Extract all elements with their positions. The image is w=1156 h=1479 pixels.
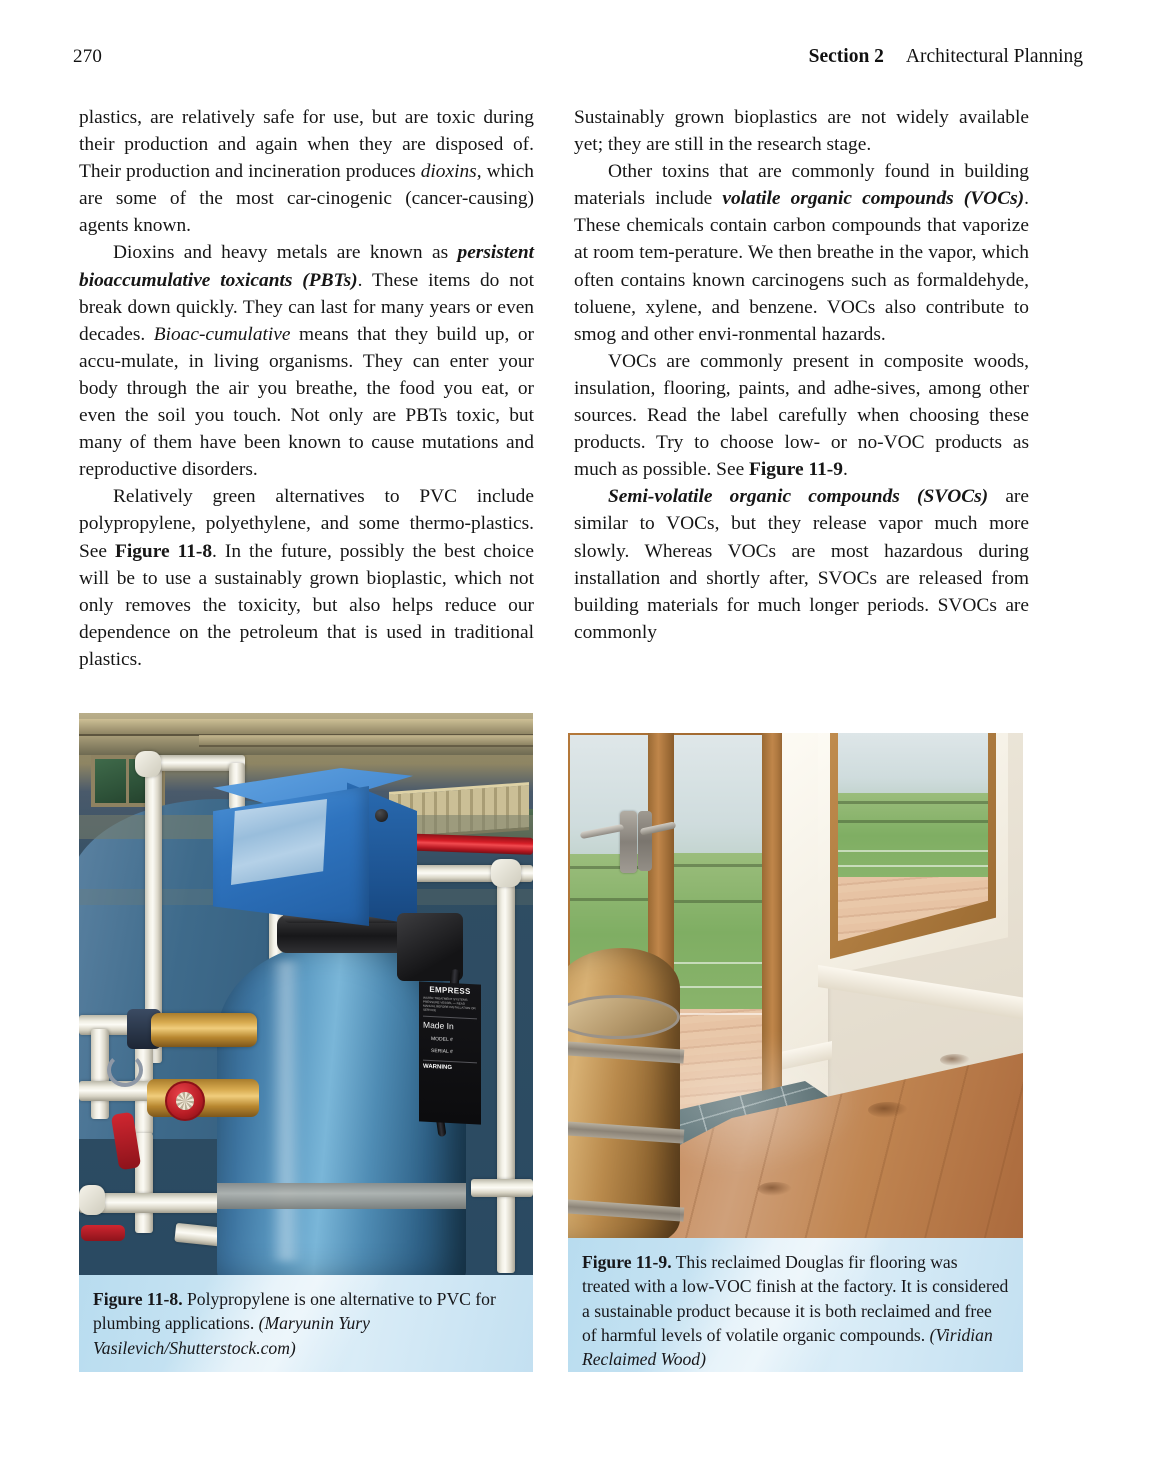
equipment-label-model-field: MODEL # bbox=[431, 1036, 453, 1044]
ceiling-joist bbox=[79, 719, 533, 736]
figure-11-9 bbox=[568, 733, 1023, 1372]
wine-barrel bbox=[568, 948, 680, 1238]
equipment-label-fine-print: WATER TREATMENT SYSTEMS PRESSURE VESSEL — READ MANUAL BEFORE INSTALLATION OR SERVICE bbox=[423, 995, 476, 1013]
deck-railing bbox=[672, 986, 764, 988]
figure-11-8-photo bbox=[79, 713, 533, 1275]
wood-knot bbox=[758, 1182, 792, 1196]
figure-11-9-label: Figure 11-9. bbox=[582, 1252, 672, 1272]
paragraph: Other toxins that are commonly found in building materials include volatile organic compounds (VOCs). These chemicals contain carbon compounds that vaporize at room tem-perature. We then breathe in the vapor, which often contains known carcinogens such as formaldehyde, toluene, xylene, and benzene. VOCs also contribute to smog and other envi-ronmental hazards. bbox=[574, 161, 1029, 345]
running-head bbox=[73, 46, 1083, 74]
deck-railing bbox=[838, 850, 988, 852]
pvc-elbow bbox=[491, 859, 521, 887]
running-head-right bbox=[809, 46, 1083, 68]
figure-11-9-photo bbox=[568, 733, 1023, 1238]
paragraph: Relatively green alternatives to PVC include polypropylene, polyethylene, and some thermo-plastics. See Figure 11-8. In the future, possibly the best choice will be to use a sustainably grown bioplastic, which not only removes the toxicity, but also helps reduce our dependence on the petroleum that is used in traditional plastics. bbox=[79, 486, 534, 670]
equipment-label-brand: EMPRESS bbox=[429, 984, 471, 997]
equipment-label bbox=[419, 981, 481, 1124]
wood-knot bbox=[940, 1054, 970, 1066]
control-valve-knob bbox=[375, 809, 388, 822]
pvc-pipe-vertical bbox=[91, 1029, 109, 1119]
red-ball-valve-handle bbox=[81, 1225, 125, 1241]
vineyard-row bbox=[570, 898, 648, 901]
figure-11-8-caption bbox=[79, 1275, 533, 1372]
deck-railing bbox=[672, 962, 764, 964]
deck-railing bbox=[672, 1013, 764, 1015]
figure-11-9-caption-text: This reclaimed Douglas fir flooring was treated with a low-VOC finish at the factory. It is considered a sustainable product because it is both reclaimed and free of harmful levels of volatile organic compounds. bbox=[582, 1252, 1009, 1345]
equipment-label-serial-field: SERIAL # bbox=[431, 1048, 453, 1056]
brass-valve-body bbox=[151, 1013, 257, 1047]
tank-strap bbox=[217, 1183, 466, 1209]
body-columns bbox=[79, 104, 1078, 673]
page-number: 270 bbox=[73, 46, 103, 67]
figure-11-9-caption bbox=[568, 1238, 1023, 1372]
paragraph: plastics, are relatively safe for use, but are toxic during their production and again when they are disposed of. Their production and incineration produces dioxins, which are some of the most car-cinogenic (cancer-causing) agents known. bbox=[79, 107, 534, 237]
paragraph: VOCs are commonly present in composite woods, insulation, flooring, paints, and adhe-sives, among other sources. Read the label carefully when choosing these products. Try to choose low- or no-VOC products as much as possible. See Figure 11-9. bbox=[574, 350, 1029, 481]
paragraph: Dioxins and heavy metals are known as persistent bioaccumulative toxicants (PBTs). These items do not break down quickly. They can last for many years or even decades. Bioac-cumulative means that they build up, or accu-mulate, in living organisms. They can enter your body through the air you breathe, the food you eat, or even the soil you touch. Not only are PBTs toxic, but many of them have been known to cause mutations and reproductive disorders. bbox=[79, 242, 534, 481]
figure-11-8-credit: (Maryunin Yury Vasilevich/Shutterstock.com) bbox=[93, 1313, 370, 1358]
pvc-elbow bbox=[135, 751, 161, 777]
vineyard bbox=[672, 853, 764, 1029]
control-valve-display-panel bbox=[231, 799, 327, 885]
figure-11-8-label: Figure 11-8. bbox=[93, 1289, 183, 1309]
figure-11-9-credit: (Viridian Reclaimed Wood) bbox=[582, 1324, 993, 1370]
equipment-label-warning: WARNING bbox=[423, 1060, 477, 1073]
door-handle-plate bbox=[638, 811, 652, 871]
deck-railing bbox=[838, 865, 988, 867]
figure-11-8 bbox=[79, 713, 533, 1372]
tank-highlight bbox=[269, 961, 303, 1261]
paragraph: Semi-volatile organic compounds (SVOCs) are similar to VOCs, but they release vapor much more slowly. Whereas VOCs are most hazardous during installation and shortly after, SVOCs are released from building materials for much longer periods. SVOCs are commonly bbox=[574, 486, 1029, 643]
grey-wire-loop bbox=[107, 1053, 143, 1087]
water-meter-dial bbox=[165, 1081, 205, 1121]
door-handle-plate bbox=[620, 811, 637, 873]
vineyard-row bbox=[838, 801, 988, 804]
right-column bbox=[574, 104, 1029, 673]
ceiling-joist bbox=[199, 735, 533, 747]
left-column bbox=[79, 104, 534, 673]
vineyard-row bbox=[838, 820, 988, 823]
running-head-title: Architectural Planning bbox=[905, 46, 1083, 67]
figure-11-8-caption-text: Polypropylene is one alternative to PVC for plumbing applications. bbox=[93, 1289, 496, 1334]
pvc-elbow bbox=[79, 1185, 105, 1215]
vineyard bbox=[838, 793, 988, 888]
vineyard-row bbox=[672, 864, 764, 867]
running-head-section: Section 2 bbox=[808, 46, 884, 67]
pvc-pipe-horizontal bbox=[471, 1179, 533, 1197]
wood-knot bbox=[868, 1102, 908, 1118]
vineyard-row bbox=[672, 900, 764, 903]
equipment-label-made-in: Made In bbox=[423, 1016, 477, 1033]
paragraph: Sustainably grown bioplastics are not widely available yet; they are still in the research stage. bbox=[574, 107, 1029, 156]
pvc-pipe-vertical bbox=[497, 873, 515, 1273]
